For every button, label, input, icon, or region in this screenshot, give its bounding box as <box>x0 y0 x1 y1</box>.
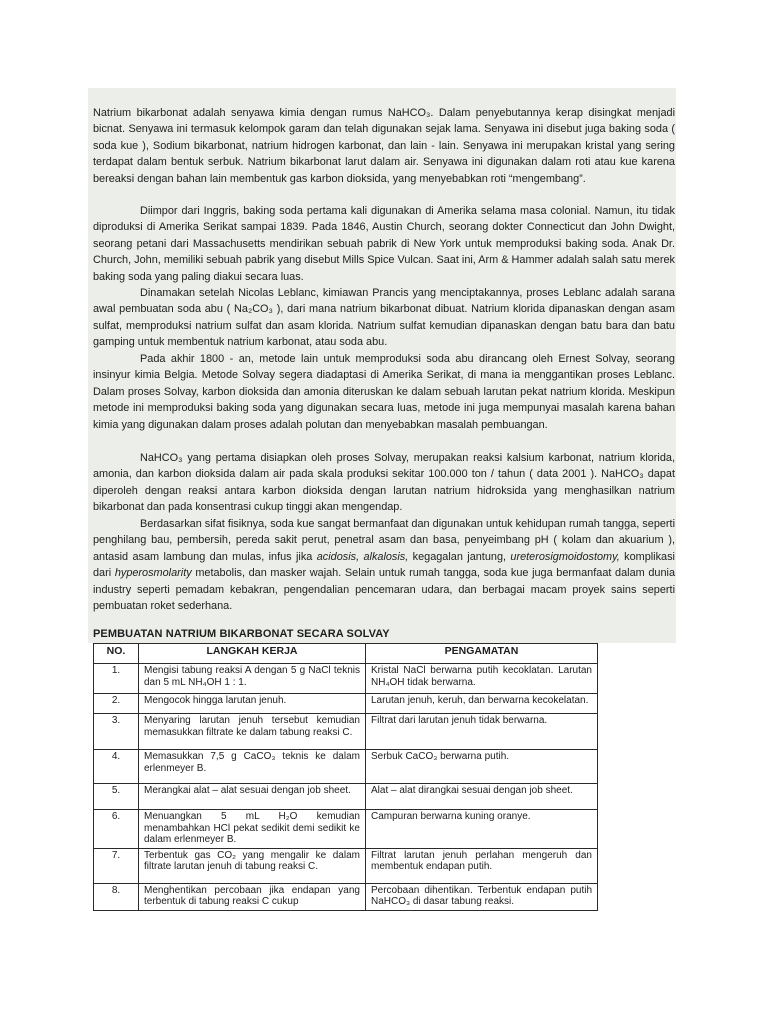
paragraph-3: Dinamakan setelah Nicolas Leblanc, kimiawan Prancis yang menciptakannya, proses Leblanc adalah sarana awal pembuatan soda abu ( Na₂CO₃ ), dari mana natrium bikarbonat dibuat. Natrium klorida dipanaskan dengan asam sulfat, memproduksi natrium sulfat dan asam klorida. Natrium sulfat kemudian dipanaskan dengan batu bara dan batu gamping untuk membentuk natrium karbonat, atau soda abu. <box>93 287 675 349</box>
paragraph-6 <box>93 516 675 614</box>
row-number: 1. <box>94 664 139 694</box>
term-acidosis: acidosis, <box>316 550 360 563</box>
step-cell: Memasukkan 7,5 g CaCO₃ teknis ke dalam erlenmeyer B. <box>139 750 366 784</box>
procedure-table <box>93 643 598 911</box>
table-row <box>94 848 598 883</box>
table-header-row <box>94 644 598 664</box>
row-number: 8. <box>94 883 139 910</box>
table-row <box>94 750 598 784</box>
step-cell: Merangkai alat – alat sesuai dengan job sheet. <box>139 784 366 810</box>
row-number: 5. <box>94 784 139 810</box>
table-row <box>94 883 598 910</box>
table-row <box>94 694 598 714</box>
header-step: LANGKAH KERJA <box>139 644 366 664</box>
observation-cell: Alat – alat dirangkai sesuai dengan job sheet. <box>366 784 598 810</box>
row-number: 2. <box>94 694 139 714</box>
term-alkalosis: alkalosis, <box>363 550 409 563</box>
paragraph-6-text-c: kegagalan jantung, <box>408 550 511 563</box>
observation-cell: Kristal NaCl berwarna putih kecoklatan. Larutan NH₄OH tidak berwarna. <box>366 664 598 694</box>
row-number: 3. <box>94 714 139 750</box>
step-cell: Menuangkan 5 mL H₂O kemudian menambahkan HCl pekat sedikit demi sedikit ke dalam erlenmeyer B. <box>139 810 366 849</box>
step-cell: Terbentuk gas CO₂ yang mengalir ke dalam filtrate larutan jenuh di tabung reaksi C. <box>139 848 366 883</box>
table-row <box>94 784 598 810</box>
observation-cell: Percobaan dihentikan. Terbentuk endapan putih NaHCO₃ di dasar tabung reaksi. <box>366 883 598 910</box>
paragraph-6-text-e: metabolis, dan masker wajah. Selain untuk rumah tangga, soda kue juga bermanfaat dalam dunia industry seperti pemadam kebakran, pengendalian pencemaran udara, dan berbagai macam proyek sains seperti pembuatan roket sederhana. <box>93 567 676 613</box>
table-row <box>94 664 598 694</box>
paragraph-6-text-d: komplikasi dari <box>93 550 675 580</box>
row-number: 4. <box>94 750 139 784</box>
term-hyperosmolarity: hyperosmolarity <box>114 567 192 580</box>
table-row <box>94 810 598 849</box>
section-title: PEMBUATAN NATRIUM BIKARBONAT SECARA SOLVAY <box>93 628 390 640</box>
header-no: NO. <box>94 644 139 664</box>
paragraph-2: Diimpor dari Inggris, baking soda pertama kali digunakan di Amerika selama masa colonial. Namun, itu tidak diproduksi di Amerika Serikat sampai 1839. Pada 1846, Austin Church, seorang dokter Connecticut dan John Dwight, seorang petani dari Massachusetts mendirikan sebuah pabrik di New York untuk memproduksi baking soda. Anak Dr. Church, John, memiliki sebuah pabrik yang disebut Mills Spice Vulcan. Saat ini, Arm & Hammer adalah salah satu merek baking soda yang paling diakui secara luas. <box>93 205 675 283</box>
step-cell: Mengisi tabung reaksi A dengan 5 g NaCl teknis dan 5 mL NH₄OH 1 : 1. <box>139 664 366 694</box>
observation-cell: Campuran berwarna kuning oranye. <box>366 810 598 849</box>
observation-cell: Larutan jenuh, keruh, dan berwarna kecokelatan. <box>366 694 598 714</box>
table-row <box>94 714 598 750</box>
step-cell: Menyaring larutan jenuh tersebut kemudian memasukkan filtrate ke dalam tabung reaksi C. <box>139 714 366 750</box>
observation-cell: Filtrat larutan jenuh perlahan mengeruh dan membentuk endapan putih. <box>366 848 598 883</box>
header-observation: PENGAMATAN <box>366 644 598 664</box>
paragraph-6-text-a: Berdasarkan sifat fisiknya, soda kue sangat bermanfaat dan digunakan untuk kehidupan rumah tangga, seperti penghilang bau, pembersih, pereda sakit perut, penetral asam dan basa, penyeimbang pH ( kolam dan akuarium ), antasid asam lambung dan mulas, infus jika <box>93 518 675 563</box>
observation-cell: Filtrat dari larutan jenuh tidak berwarna. <box>366 714 598 750</box>
step-cell: Mengocok hingga larutan jenuh. <box>139 694 366 714</box>
paragraph-1: Natrium bikarbonat adalah senyawa kimia dengan rumus NaHCO₃. Dalam penyebutannya kerap disingkat menjadi bicnat. Senyawa ini termasuk kelompok garam dan telah digunakan sejak lama. Senyawa ini disebut juga baking soda ( soda kue ), Sodium bikarbonat, natrium hidrogen karbonat, dan lain - lain. Senyawa ini merupakan kristal yang sering terdapat dalam bentuk serbuk. Natrium bikarbonat larut dalam air. Senyawa ini digunakan dalam roti atau kue karena bereaksi dengan bahan lain membentuk gas karbon dioksida, yang menyebabkan roti “mengembang”. <box>93 107 675 185</box>
term-ureterosigmoidostomy: ureterosigmoidostomy, <box>510 550 620 563</box>
paragraph-5: NaHCO₃ yang pertama disiapkan oleh proses Solvay, merupakan reaksi kalsium karbonat, natrium klorida, amonia, dan karbon dioksida dalam air pada skala produksi sekitar 100.000 ton / tahun ( data 2001 ). NaHCO₃ dapat diperoleh dengan reaksi antara karbon dioksida dengan larutan natrium hidroksida yang menghasilkan natrium bikarbonat dan pada konsentrasi cukup tinggi akan mengendap. <box>93 452 675 514</box>
row-number: 7. <box>94 848 139 883</box>
paragraph-4: Pada akhir 1800 - an, metode lain untuk memproduksi soda abu dirancang oleh Ernest Solvay, seorang insinyur kimia Belgia. Metode Solvay segera diadaptasi di Amerika Serikat, di mana ia menggantikan proses Leblanc. Dalam proses Solvay, karbon dioksida dan amonia diteruskan ke dalam sebuah larutan pekat natrium klorida. Meskipun metode ini memproduksi baking soda yang digunakan secara luas, metode ini juga mempunyai masalah karena bahan kimia yang digunakan dalam proses adalah polutan dan menyebabkan masalah pembuangan. <box>93 353 675 431</box>
row-number: 6. <box>94 810 139 849</box>
observation-cell: Serbuk CaCO₃ berwarna putih. <box>366 750 598 784</box>
step-cell: Menghentikan percobaan jika endapan yang terbentuk di tabung reaksi C cukup <box>139 883 366 910</box>
